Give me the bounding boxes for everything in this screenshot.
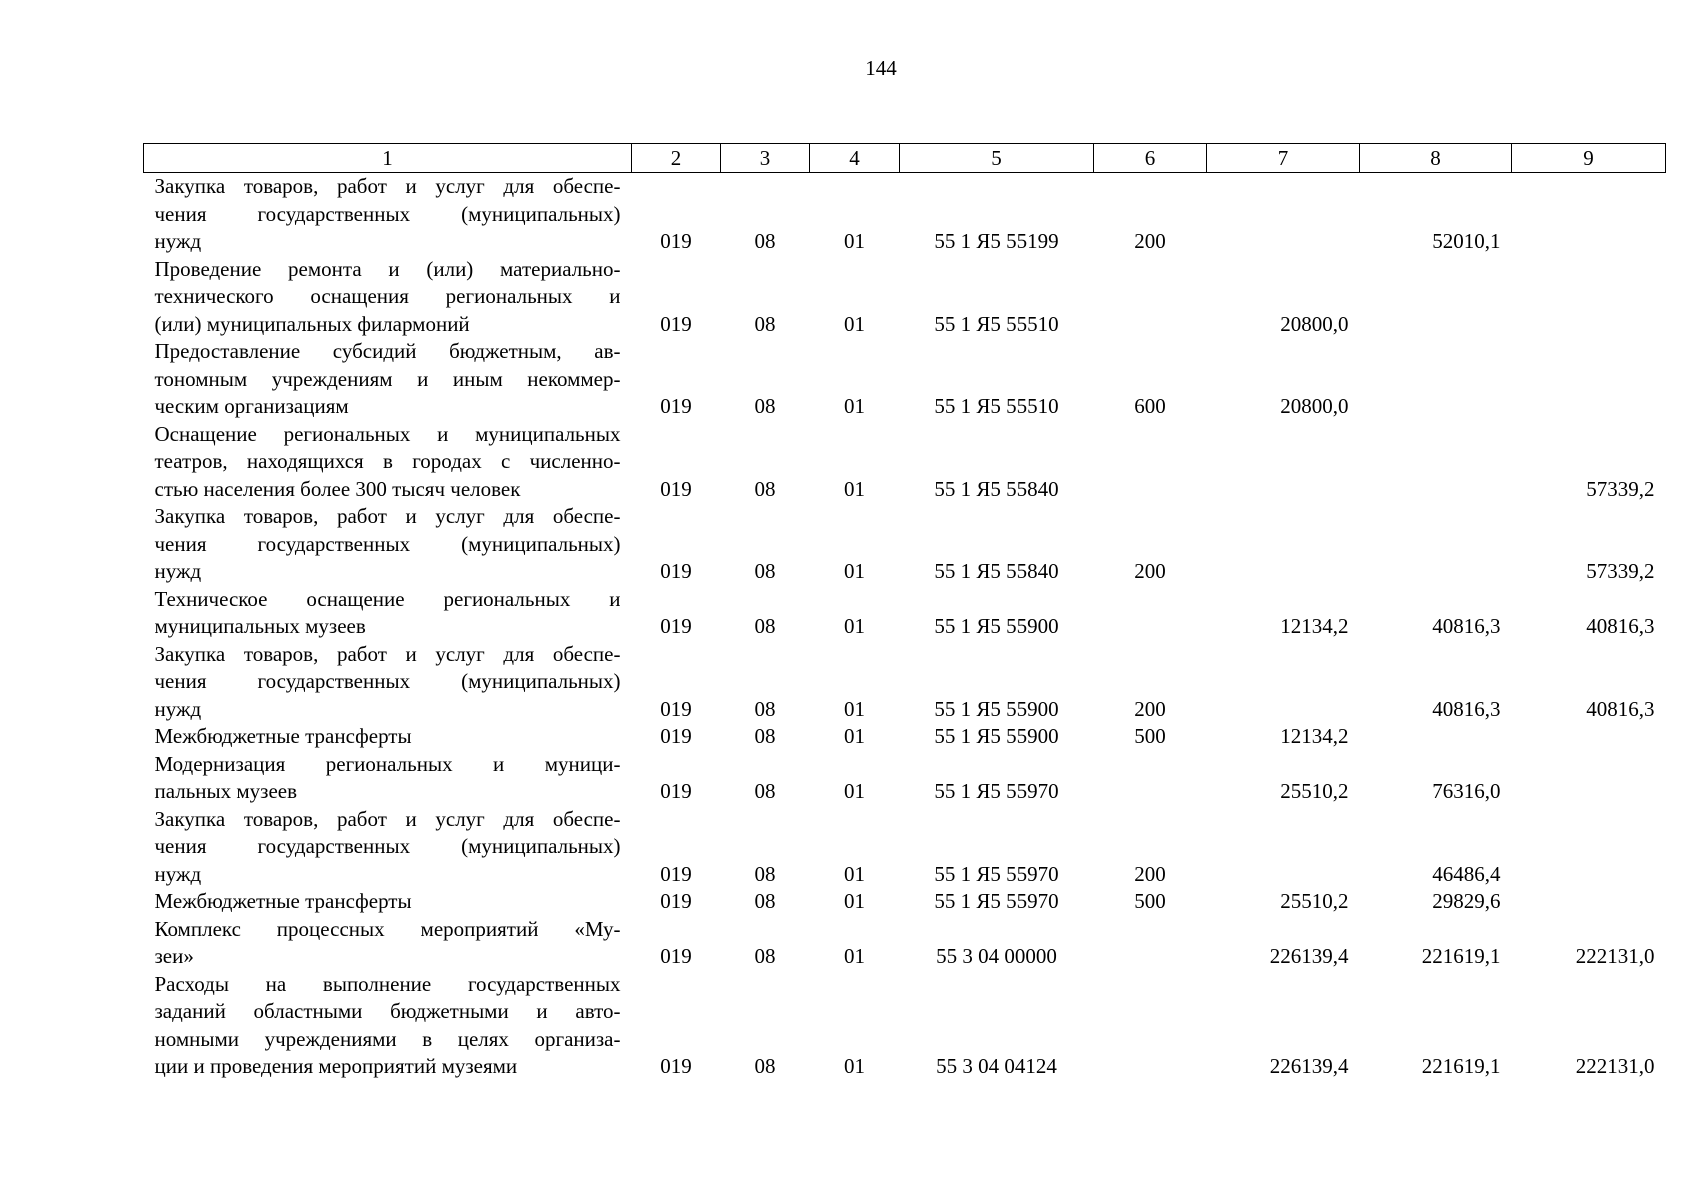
ministry-code-cell: 019 [660, 229, 692, 253]
page-number: 144 [865, 56, 897, 80]
column-header: 2 [632, 144, 721, 173]
subsection-code-cell: 01 [844, 889, 865, 913]
item-name-line: Расходы на выполнение государственных [154, 971, 621, 996]
table-row [144, 723, 1666, 751]
item-name-cell [144, 916, 632, 971]
subsection-code-cell: 01 [844, 1054, 865, 1078]
amount-col8-cell: 29829,6 [1432, 889, 1501, 913]
amount-col7-cell: 20800,0 [1280, 394, 1349, 418]
item-name-line: Межбюджетные трансферты [154, 724, 412, 748]
column-header: 8 [1360, 144, 1512, 173]
expense-type-cell: 500 [1134, 889, 1166, 913]
item-name-cell [144, 971, 632, 1081]
amount-col8-cell [1360, 421, 1512, 504]
item-name-line: технического оснащения региональных и [154, 284, 621, 308]
amount-col8-cell: 221619,1 [1421, 1054, 1501, 1078]
item-name-cell [144, 173, 632, 256]
table-row [144, 173, 1666, 256]
amount-col9-cell [1512, 888, 1666, 916]
subsection-code-cell: 01 [844, 696, 865, 721]
table-row [144, 888, 1666, 916]
amount-col9-cell: 40816,3 [1586, 696, 1655, 721]
section-code-cell: 08 [754, 476, 776, 501]
item-name-cell [144, 421, 632, 504]
table-row [144, 641, 1666, 724]
item-name-cell [144, 586, 632, 641]
subsection-code-cell: 01 [844, 394, 865, 418]
target-article-cell: 55 1 Я5 55510 [934, 394, 1059, 418]
target-article-cell: 55 1 Я5 55970 [934, 861, 1059, 886]
section-code-cell: 08 [754, 614, 776, 638]
column-header: 5 [900, 144, 1094, 173]
table-row [144, 338, 1666, 421]
target-article-cell: 55 1 Я5 55900 [934, 614, 1059, 638]
amount-col7-cell: 226139,4 [1269, 944, 1349, 968]
table-row [144, 751, 1666, 806]
ministry-code-cell: 019 [660, 696, 692, 721]
amount-col8-cell [1360, 503, 1512, 586]
target-article-cell: 55 1 Я5 55840 [934, 559, 1059, 583]
amount-col7-cell [1207, 641, 1360, 724]
amount-col9-cell [1512, 806, 1666, 889]
target-article-cell: 55 1 Я5 55840 [934, 476, 1059, 501]
target-article-cell: 55 1 Я5 55510 [934, 311, 1059, 336]
subsection-code-cell: 01 [844, 861, 865, 886]
amount-col9-cell: 57339,2 [1586, 476, 1655, 501]
amount-col7-cell: 12134,2 [1280, 614, 1349, 638]
amount-col7-cell: 20800,0 [1280, 311, 1349, 336]
amount-col9-cell [1512, 751, 1666, 806]
amount-col9-cell [1512, 723, 1666, 751]
expense-type-cell: 200 [1134, 696, 1166, 721]
expense-type-cell [1094, 971, 1207, 1081]
target-article-cell: 55 1 Я5 55970 [934, 779, 1059, 803]
item-name-line: театров, находящихся в городах с численно- [154, 449, 621, 473]
item-name-line: ческим организациям [154, 394, 349, 418]
section-code-cell: 08 [754, 779, 776, 803]
table-row [144, 971, 1666, 1081]
table-row [144, 586, 1666, 641]
amount-col8-cell [1360, 338, 1512, 421]
amount-col7-cell [1207, 173, 1360, 256]
amount-col9-cell [1512, 173, 1666, 256]
amount-col8-cell [1360, 723, 1512, 751]
expense-type-cell [1094, 421, 1207, 504]
ministry-code-cell: 019 [660, 394, 692, 418]
expense-type-cell: 200 [1134, 861, 1166, 886]
amount-col7-cell: 25510,2 [1280, 779, 1349, 803]
section-code-cell: 08 [754, 1054, 776, 1078]
item-name-line: Межбюджетные трансферты [154, 889, 412, 913]
item-name-cell [144, 338, 632, 421]
section-code-cell: 08 [754, 889, 776, 913]
amount-col8-cell [1360, 256, 1512, 339]
section-code-cell: 08 [754, 861, 776, 886]
amount-col7-cell: 226139,4 [1269, 1054, 1349, 1078]
item-name-cell [144, 503, 632, 586]
item-name-line: чения государственных (муниципальных) [154, 834, 621, 858]
item-name-line: заданий областными бюджетными и авто- [154, 999, 621, 1023]
amount-col7-cell [1207, 503, 1360, 586]
item-name-line: зеи» [154, 944, 194, 968]
amount-col9-cell: 222131,0 [1575, 944, 1655, 968]
amount-col9-cell [1512, 256, 1666, 339]
item-name-line: чения государственных (муниципальных) [154, 669, 621, 693]
column-header: 9 [1512, 144, 1666, 173]
table-row [144, 256, 1666, 339]
item-name-line: Закупка товаров, работ и услуг для обеспе- [154, 174, 621, 198]
table-row [144, 806, 1666, 889]
amount-col8-cell: 76316,0 [1432, 779, 1501, 803]
item-name-line: Закупка товаров, работ и услуг для обеспе- [154, 806, 621, 831]
section-code-cell: 08 [754, 696, 776, 721]
column-number-row [144, 144, 1666, 173]
section-code-cell: 08 [754, 559, 776, 583]
section-code-cell: 08 [754, 311, 776, 336]
item-name-line: стью населения более 300 тысяч человек [154, 476, 521, 501]
ministry-code-cell: 019 [660, 614, 692, 638]
target-article-cell: 55 1 Я5 55900 [934, 724, 1059, 748]
item-name-line: Оснащение региональных и муниципальных [154, 421, 621, 446]
expense-type-cell [1094, 916, 1207, 971]
amount-col7-cell: 12134,2 [1280, 724, 1349, 748]
item-name-line: ции и проведения мероприятий музеями [154, 1054, 518, 1078]
amount-col8-cell: 52010,1 [1432, 229, 1501, 253]
table-row [144, 916, 1666, 971]
column-header: 7 [1207, 144, 1360, 173]
amount-col7-cell [1207, 421, 1360, 504]
item-name-line: номными учреждениями в целях организа- [154, 1026, 621, 1051]
table-body [144, 173, 1666, 1081]
target-article-cell: 55 1 Я5 55970 [934, 889, 1059, 913]
expense-type-cell [1094, 751, 1207, 806]
expense-type-cell: 500 [1134, 724, 1166, 748]
expense-type-cell: 200 [1134, 559, 1166, 583]
item-name-line: пальных музеев [154, 779, 298, 803]
item-name-line: нужд [154, 696, 202, 721]
item-name-line: (или) муниципальных филармоний [154, 311, 470, 336]
column-header: 3 [721, 144, 810, 173]
subsection-code-cell: 01 [844, 724, 865, 748]
target-article-cell: 55 1 Я5 55900 [934, 696, 1059, 721]
ministry-code-cell: 019 [660, 724, 692, 748]
budget-table [143, 143, 1666, 1081]
item-name-line: Комплекс процессных мероприятий «Му- [154, 916, 621, 941]
target-article-cell: 55 3 04 00000 [936, 944, 1057, 968]
amount-col8-cell: 221619,1 [1421, 944, 1501, 968]
item-name-line: чения государственных (муниципальных) [154, 201, 621, 226]
item-name-line: нужд [154, 559, 202, 583]
subsection-code-cell: 01 [844, 559, 865, 583]
item-name-line: Закупка товаров, работ и услуг для обеспе- [154, 504, 621, 528]
item-name-line: Модернизация региональных и муници- [154, 751, 621, 776]
ministry-code-cell: 019 [660, 476, 692, 501]
item-name-line: нужд [154, 229, 202, 253]
target-article-cell: 55 3 04 04124 [936, 1054, 1057, 1078]
subsection-code-cell: 01 [844, 311, 865, 336]
subsection-code-cell: 01 [844, 779, 865, 803]
item-name-cell [144, 641, 632, 724]
item-name-line: чения государственных (муниципальных) [154, 531, 621, 556]
ministry-code-cell: 019 [660, 559, 692, 583]
item-name-cell [144, 806, 632, 889]
ministry-code-cell: 019 [660, 1054, 692, 1078]
amount-col9-cell: 40816,3 [1586, 614, 1655, 638]
expense-type-cell: 200 [1134, 229, 1166, 253]
expense-type-cell: 600 [1134, 394, 1166, 418]
amount-col7-cell: 25510,2 [1280, 889, 1349, 913]
ministry-code-cell: 019 [660, 779, 692, 803]
section-code-cell: 08 [754, 944, 776, 968]
ministry-code-cell: 019 [660, 944, 692, 968]
section-code-cell: 08 [754, 394, 776, 418]
ministry-code-cell: 019 [660, 311, 692, 336]
item-name-cell [144, 723, 632, 751]
subsection-code-cell: 01 [844, 476, 865, 501]
item-name-line: Предоставление субсидий бюджетным, ав- [154, 339, 621, 363]
item-name-cell [144, 888, 632, 916]
item-name-line: Техническое оснащение региональных и [154, 586, 621, 611]
item-name-cell [144, 256, 632, 339]
item-name-line: муниципальных музеев [154, 614, 366, 638]
amount-col9-cell [1512, 338, 1666, 421]
amount-col9-cell: 222131,0 [1575, 1054, 1655, 1078]
item-name-line: Проведение ремонта и (или) материально- [154, 256, 621, 281]
subsection-code-cell: 01 [844, 614, 865, 638]
amount-col8-cell: 40816,3 [1432, 696, 1501, 721]
column-header: 4 [810, 144, 900, 173]
ministry-code-cell: 019 [660, 889, 692, 913]
ministry-code-cell: 019 [660, 861, 692, 886]
amount-col8-cell: 46486,4 [1432, 861, 1501, 886]
item-name-line: Закупка товаров, работ и услуг для обеспе- [154, 641, 621, 666]
amount-col7-cell [1207, 806, 1360, 889]
item-name-line: тономным учреждениям и иным некоммер- [154, 366, 621, 391]
subsection-code-cell: 01 [844, 229, 865, 253]
table-row [144, 421, 1666, 504]
target-article-cell: 55 1 Я5 55199 [934, 229, 1059, 253]
subsection-code-cell: 01 [844, 944, 865, 968]
section-code-cell: 08 [754, 724, 776, 748]
section-code-cell: 08 [754, 229, 776, 253]
table-header [144, 144, 1666, 173]
column-header: 1 [144, 144, 632, 173]
amount-col9-cell: 57339,2 [1586, 559, 1655, 583]
amount-col8-cell: 40816,3 [1432, 614, 1501, 638]
item-name-line: нужд [154, 861, 202, 886]
table-row [144, 503, 1666, 586]
item-name-cell [144, 751, 632, 806]
expense-type-cell [1094, 586, 1207, 641]
column-header: 6 [1094, 144, 1207, 173]
expense-type-cell [1094, 256, 1207, 339]
